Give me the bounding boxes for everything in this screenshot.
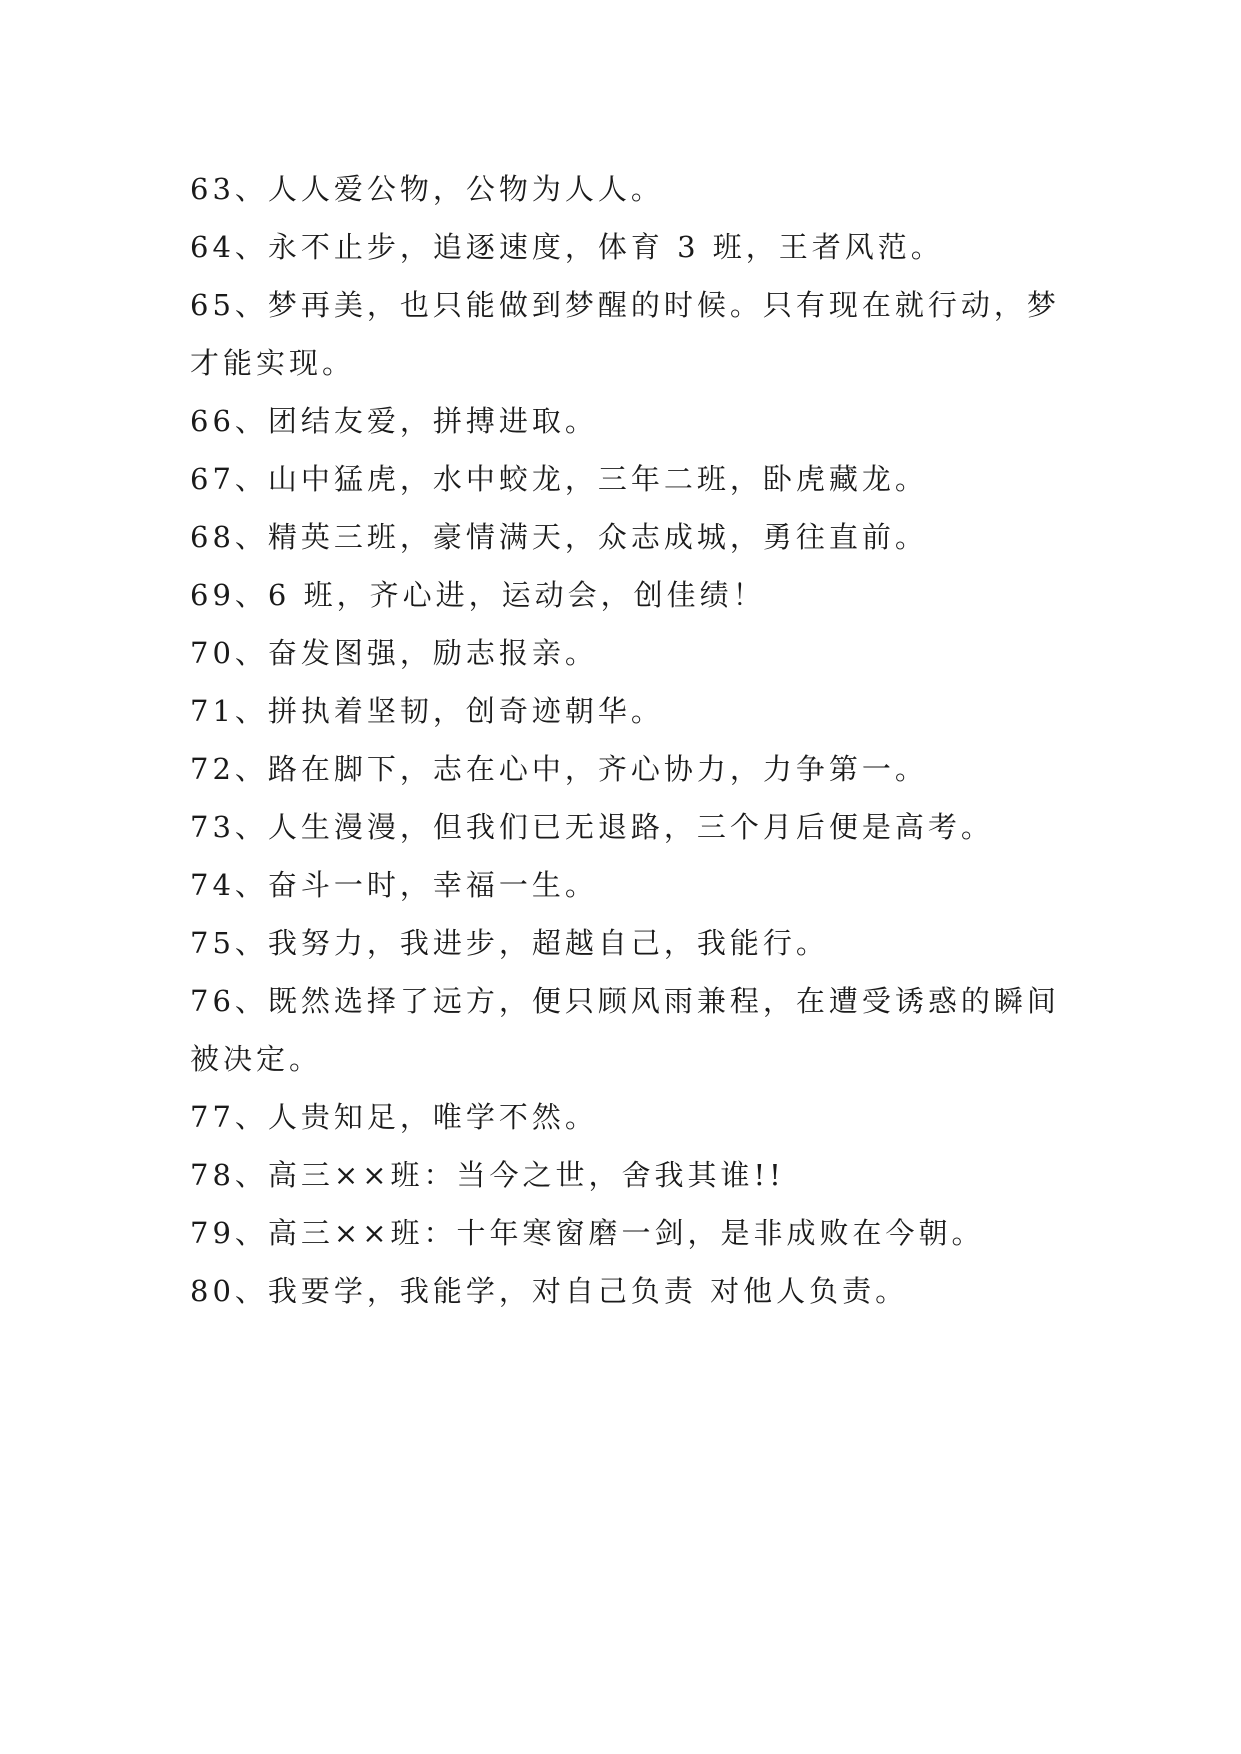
text-line: 70、奋发图强，励志报亲。 — [190, 636, 598, 670]
text-line: 73、人生漫漫，但我们已无退路，三个月后便是高考。 — [190, 810, 994, 844]
text-line: 被决定。 — [190, 1042, 323, 1076]
text-line: 68、精英三班，豪情满天，众志成城，勇往直前。 — [190, 520, 928, 554]
text-line: 79、高三××班：十年寒窗磨一剑，是非成败在今朝。 — [190, 1216, 985, 1250]
text-line: 才能实现。 — [190, 346, 356, 380]
text-line: 76、既然选择了远方，便只顾风雨兼程，在遭受诱惑的瞬间 — [190, 984, 1060, 1018]
text-line: 77、人贵知足，唯学不然。 — [190, 1100, 598, 1134]
text-line: 66、团结友爱，拼搏进取。 — [190, 404, 598, 438]
text-line: 64、永不止步，追逐速度，体育 3 班，王者风范。 — [190, 230, 944, 264]
text-line: 67、山中猛虎，水中蛟龙，三年二班，卧虎藏龙。 — [190, 462, 928, 496]
text-line: 72、路在脚下，志在心中，齐心协力，力争第一。 — [190, 752, 928, 786]
text-line: 65、梦再美，也只能做到梦醒的时候。只有现在就行动，梦 — [190, 288, 1060, 322]
text-line: 74、奋斗一时，幸福一生。 — [190, 868, 598, 902]
text-line: 63、人人爱公物，公物为人人。 — [190, 172, 664, 206]
text-line: 80、我要学，我能学，对自己负责 对他人负责。 — [190, 1274, 909, 1308]
text-line: 69、6 班，齐心进，运动会，创佳绩！ — [190, 578, 766, 612]
text-line: 75、我努力，我进步，超越自己，我能行。 — [190, 926, 829, 960]
text-line: 78、高三××班：当今之世，舍我其谁!! — [190, 1158, 785, 1192]
slogan-list — [190, 160, 1070, 1320]
text-line: 71、拼执着坚韧，创奇迹朝华。 — [190, 694, 664, 728]
